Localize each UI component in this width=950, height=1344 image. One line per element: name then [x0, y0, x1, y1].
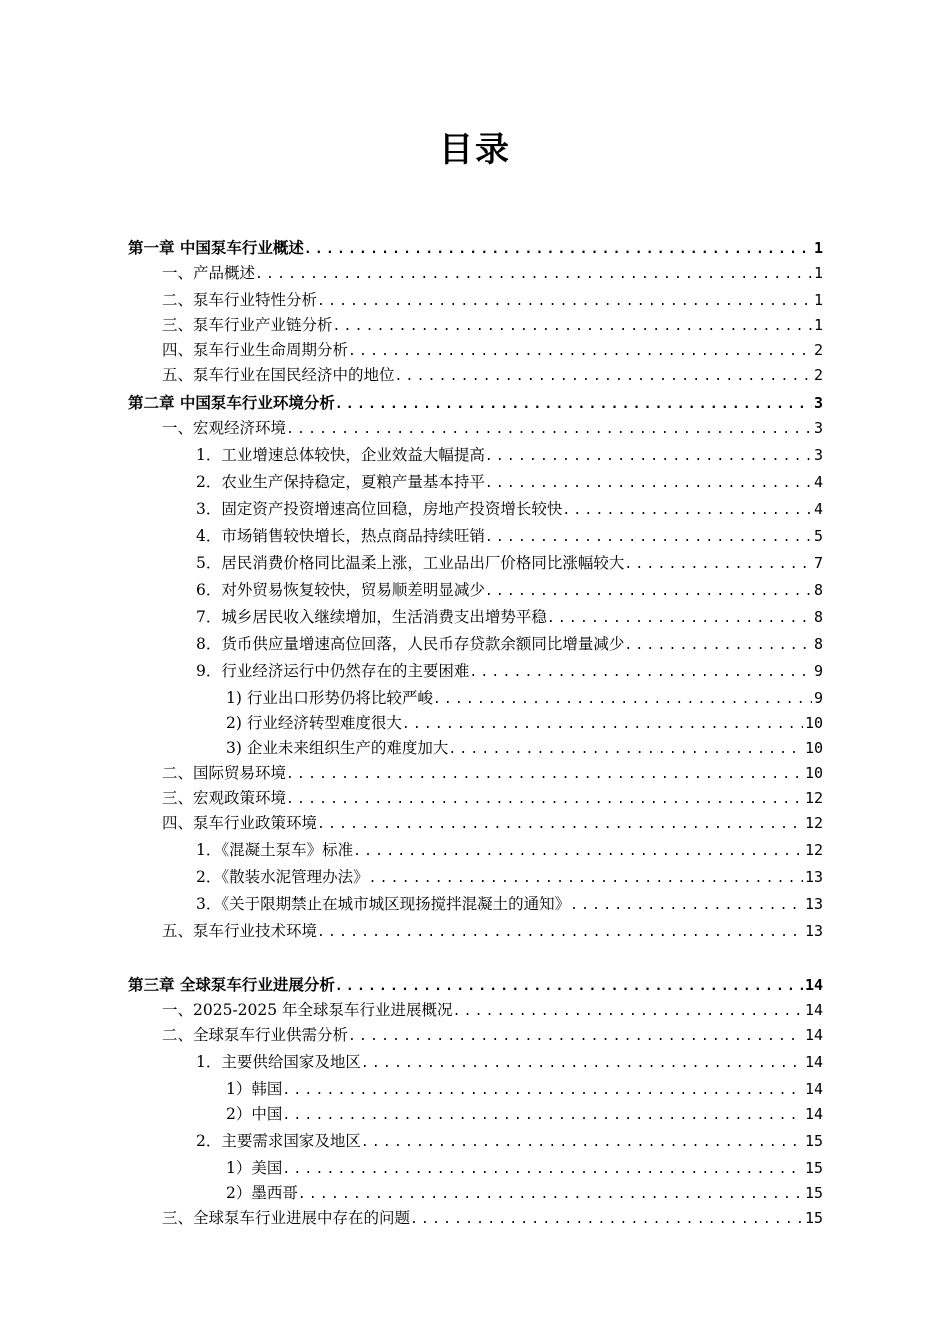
- toc-entry[interactable]: [128, 786, 823, 810]
- dot-leader: [282, 1079, 803, 1101]
- toc-entry-label: 一、宏观经济环境: [162, 419, 287, 437]
- toc-entry[interactable]: [128, 838, 823, 862]
- dot-leader: [317, 290, 812, 312]
- toc-chapter-entry[interactable]: [128, 973, 823, 997]
- toc-page-number: 4: [813, 473, 823, 491]
- dot-leader: [348, 1025, 803, 1047]
- toc-entry[interactable]: [128, 470, 823, 494]
- dot-leader: [547, 607, 812, 629]
- toc-entry-label: 一、产品概述: [162, 264, 256, 282]
- toc-entry-label: 第二章 中国泵车行业环境分析: [128, 394, 335, 412]
- toc-page-number: 8: [813, 635, 823, 653]
- toc-entry[interactable]: [128, 261, 823, 285]
- toc-entry-label: 一、2025-2025 年全球泵车行业进展概况: [162, 1001, 453, 1019]
- toc-entry[interactable]: [128, 998, 823, 1022]
- toc-page-number: 12: [804, 789, 823, 807]
- dot-leader: [317, 813, 803, 835]
- toc-page-number: 14: [804, 1053, 823, 1071]
- dot-leader: [335, 393, 812, 415]
- toc-entry-label: 3．《关于限期禁止在城市城区现扬搅拌混凝土的通知》: [196, 895, 571, 913]
- toc-entry-label: 2）墨西哥: [226, 1184, 298, 1202]
- toc-page-number: 3: [813, 419, 823, 437]
- toc-page-number: 12: [804, 841, 823, 859]
- dot-leader: [361, 1052, 803, 1074]
- toc-page-number: 2: [813, 341, 823, 359]
- toc-entry-label: 1．《混凝土泵车》标准: [196, 841, 354, 859]
- page-title: 目录: [439, 130, 511, 170]
- toc-entry-label: 二、全球泵车行业供需分析: [162, 1026, 349, 1044]
- toc-entry-label: 1）美国: [226, 1159, 283, 1177]
- toc-page-number: 10: [804, 714, 823, 732]
- toc-page-number: 13: [804, 895, 823, 913]
- toc-entry-label: 6．对外贸易恢复较快，贸易顺差明显减少: [196, 581, 485, 599]
- dot-leader: [286, 788, 803, 810]
- dot-leader: [304, 238, 812, 260]
- toc-entry[interactable]: [128, 578, 823, 602]
- dot-leader: [286, 418, 812, 440]
- toc-page-number: 13: [804, 922, 823, 940]
- toc-page-number: 9: [813, 662, 823, 680]
- dot-leader: [402, 713, 803, 735]
- toc-entry[interactable]: [128, 1156, 823, 1180]
- toc-entry-label: 第三章 全球泵车行业进展分析: [128, 976, 335, 994]
- toc-entry[interactable]: [128, 892, 823, 916]
- dot-leader: [562, 499, 812, 521]
- toc-page-number: 14: [804, 1001, 823, 1019]
- toc-entry[interactable]: [128, 524, 823, 548]
- toc-entry-label: 3．固定资产投资增速高位回稳，房地产投资增长较快: [196, 500, 563, 518]
- toc-entry[interactable]: [128, 811, 823, 835]
- dot-leader: [361, 1131, 803, 1153]
- dot-leader: [282, 1158, 803, 1180]
- dot-leader: [453, 1000, 803, 1022]
- dot-leader: [485, 580, 812, 602]
- dot-leader: [433, 688, 812, 710]
- toc-page-number: 10: [804, 739, 823, 757]
- toc-page-number: 15: [804, 1184, 823, 1202]
- toc-entry-label: 2．农业生产保持稳定，夏粮产量基本持平: [196, 473, 485, 491]
- toc-page-number: 1: [813, 291, 823, 309]
- toc-page-number: 3: [813, 394, 823, 412]
- toc-entry[interactable]: [128, 736, 823, 760]
- dot-leader: [353, 840, 803, 862]
- toc-page-number: 1: [813, 239, 823, 257]
- toc-page-number: 13: [804, 868, 823, 886]
- toc-page-number: 15: [804, 1159, 823, 1177]
- toc-entry[interactable]: [128, 443, 823, 467]
- toc-entry-label: 五、泵车行业在国民经济中的地位: [162, 366, 395, 384]
- toc-entry-label: 第一章 中国泵车行业概述: [128, 239, 304, 257]
- dot-leader: [410, 1208, 803, 1230]
- dot-leader: [395, 365, 812, 387]
- toc-entry-label: 7．城乡居民收入继续增加，生活消费支出增势平稳: [196, 608, 547, 626]
- toc-entry-label: 四、泵车行业生命周期分析: [162, 341, 349, 359]
- dot-leader: [298, 1183, 803, 1205]
- dot-leader: [333, 315, 812, 337]
- dot-leader: [286, 763, 803, 785]
- toc-chapter-entry[interactable]: [128, 391, 823, 415]
- toc-entry-label: 5．居民消费价格同比温柔上涨，工业品出厂价格同比涨幅较大: [196, 554, 625, 572]
- toc-page-number: 3: [813, 446, 823, 464]
- toc-entry[interactable]: [128, 761, 823, 785]
- toc-page-number: 2: [813, 366, 823, 384]
- dot-leader: [369, 867, 803, 889]
- toc-entry-label: 四、泵车行业政策环境: [162, 814, 318, 832]
- toc-entry[interactable]: [128, 1181, 823, 1205]
- dot-leader: [469, 661, 812, 683]
- toc-entry-label: 1) 行业出口形势仍将比较严峻: [226, 689, 433, 707]
- toc-page-number: 14: [804, 1105, 823, 1123]
- toc-entry[interactable]: [128, 632, 823, 656]
- toc-entry-label: 4．市场销售较快增长，热点商品持续旺销: [196, 527, 485, 545]
- toc-entry[interactable]: [128, 288, 823, 312]
- toc-page-number: 1: [813, 264, 823, 282]
- toc-entry-label: 三、泵车行业产业链分析: [162, 316, 333, 334]
- toc-entry-label: 2）中国: [226, 1105, 283, 1123]
- toc-page-number: 1: [813, 316, 823, 334]
- toc-page-number: 15: [804, 1132, 823, 1150]
- toc-page-number: 14: [804, 1026, 823, 1044]
- toc-entry[interactable]: [128, 363, 823, 387]
- toc-entry-label: 二、泵车行业特性分析: [162, 291, 318, 309]
- toc-entry[interactable]: [128, 1050, 823, 1074]
- dot-leader: [624, 553, 812, 575]
- toc-page-number: 15: [804, 1209, 823, 1227]
- dot-leader: [624, 634, 812, 656]
- dot-leader: [348, 340, 812, 362]
- dot-leader: [282, 1104, 803, 1126]
- toc-entry[interactable]: [128, 497, 823, 521]
- toc-page-number: 7: [813, 554, 823, 572]
- toc-entry-label: 8．货币供应量增速高位回落，人民币存贷款余额同比增量减少: [196, 635, 625, 653]
- toc-entry[interactable]: [128, 1077, 823, 1101]
- toc-entry[interactable]: [128, 1129, 823, 1153]
- toc-page-number: 10: [804, 764, 823, 782]
- toc-entry-label: 1．工业增速总体较快，企业效益大幅提高: [196, 446, 485, 464]
- toc-page-number: 8: [813, 581, 823, 599]
- toc-entry-label: 二、国际贸易环境: [162, 764, 287, 782]
- dot-leader: [255, 263, 812, 285]
- toc-entry-label: 三、全球泵车行业进展中存在的问题: [162, 1209, 411, 1227]
- toc-entry-label: 三、宏观政策环境: [162, 789, 287, 807]
- toc-entry[interactable]: [128, 1023, 823, 1047]
- toc-entry-label: 2．主要需求国家及地区: [196, 1132, 361, 1150]
- dot-leader: [485, 526, 812, 548]
- toc-page-number: 14: [804, 1080, 823, 1098]
- toc-page-number: 5: [813, 527, 823, 545]
- toc-entry-label: 五、泵车行业技术环境: [162, 922, 318, 940]
- dot-leader: [570, 894, 803, 916]
- dot-leader: [485, 472, 812, 494]
- toc-entry[interactable]: [128, 338, 823, 362]
- dot-leader: [317, 921, 803, 943]
- toc-page-number: 12: [804, 814, 823, 832]
- toc-entry-label: 2) 行业经济转型难度很大: [226, 714, 402, 732]
- toc-entry-label: 9．行业经济运行中仍然存在的主要困难: [196, 662, 470, 680]
- dot-leader: [448, 738, 803, 760]
- toc-entry[interactable]: [128, 1206, 823, 1230]
- toc-entry-label: 1．主要供给国家及地区: [196, 1053, 361, 1071]
- toc-entry[interactable]: [128, 711, 823, 735]
- toc-entry[interactable]: [128, 659, 823, 683]
- toc-page-number: 14: [804, 976, 823, 994]
- dot-leader: [335, 975, 803, 997]
- toc-entry[interactable]: [128, 1102, 823, 1126]
- toc-chapter-entry[interactable]: [128, 236, 823, 260]
- toc-entry-label: 1）韩国: [226, 1080, 283, 1098]
- toc-page-number: 9: [813, 689, 823, 707]
- toc-entry[interactable]: [128, 919, 823, 943]
- toc-entry[interactable]: [128, 686, 823, 710]
- toc-entry[interactable]: [128, 313, 823, 337]
- toc-entry-label: 3) 企业未来组织生产的难度加大: [226, 739, 449, 757]
- toc-page-number: 8: [813, 608, 823, 626]
- toc-entry-label: 2．《散装水泥管理办法》: [196, 868, 369, 886]
- toc-entry[interactable]: [128, 865, 823, 889]
- dot-leader: [485, 445, 812, 467]
- toc-entry[interactable]: [128, 551, 823, 575]
- toc-entry[interactable]: [128, 416, 823, 440]
- toc-page-number: 4: [813, 500, 823, 518]
- toc-entry[interactable]: [128, 605, 823, 629]
